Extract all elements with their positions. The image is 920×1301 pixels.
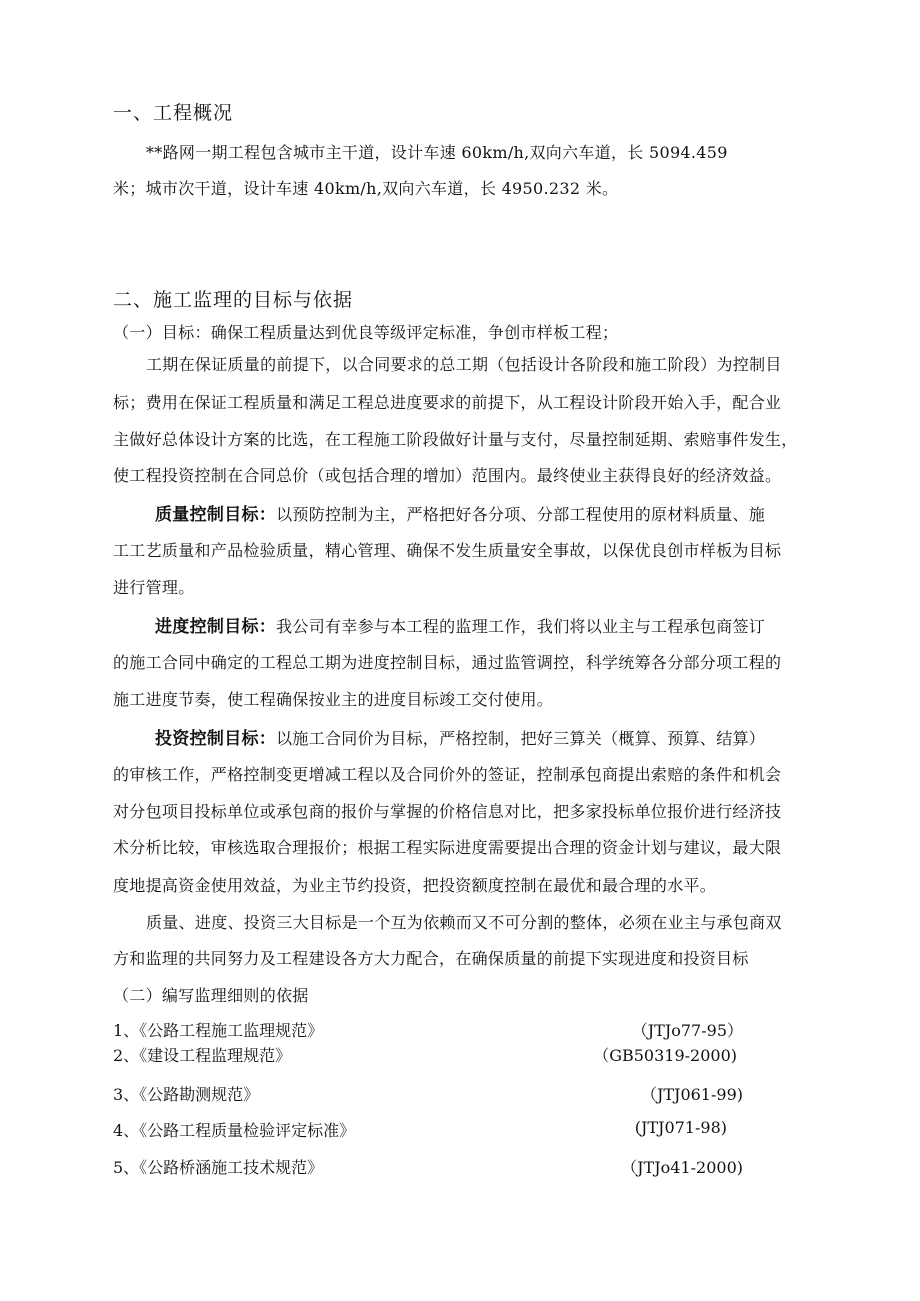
investment-goal-line-2: 的审核工作，严格控制变更增减工程以及合同价外的签证，控制承包商提出索赔的条件和机会 [113, 765, 782, 784]
reference-item [113, 1043, 743, 1066]
goals-subheading: （一）目标：确保工程质量达到优良等级评定标准，争创市样板工程； [113, 323, 619, 342]
investment-goal-text: 以施工合同价为目标，严格控制，把好三算关（概算、预算、结算） [276, 729, 766, 748]
goals-para-line-3: 主做好总体设计方案的比选，在工程施工阶段做好计量与支付，尽量控制延期、索赔事件发生， [113, 430, 798, 449]
quality-goal-line-1 [155, 500, 765, 525]
reference-title: 5、《公路桥涵施工技术规范》 [113, 1158, 324, 1177]
reference-item [113, 1118, 743, 1141]
goals-para-line-4: 使工程投资控制在合同总价（或包括合理的增加）范围内。最终使业主获得良好的经济效益。 [113, 466, 782, 485]
progress-goal-line-3: 施工进度节奏，使工程确保按业主的进度目标竣工交付使用。 [113, 690, 554, 709]
progress-goal-text: 我公司有幸参与本工程的监理工作，我们将以业主与工程承包商签订 [276, 617, 766, 636]
reference-title: 3、《公路勘测规范》 [113, 1085, 260, 1104]
reference-title: 2、《建设工程监理规范》 [113, 1046, 292, 1065]
summary-line-2: 方和监理的共同努力及工程建设各方大力配合，在确保质量的前提下实现进度和投资目标 [113, 949, 749, 968]
basis-subheading: （二）编写监理细则的依据 [113, 986, 309, 1005]
quality-goal-label: 质量控制目标： [155, 505, 277, 525]
section-heading-goals: 二、施工监理的目标与依据 [113, 289, 354, 311]
investment-goal-label: 投资控制目标： [155, 729, 277, 749]
progress-goal-line-1 [155, 612, 765, 637]
goals-para-line-1: 工期在保证质量的前提下，以合同要求的总工期（包括设计各阶段和施工阶段）为控制目 [146, 355, 782, 374]
progress-goal-label: 进度控制目标： [155, 617, 277, 637]
quality-goal-line-2: 工工艺质量和产品检验质量，精心管理、确保不发生质量安全事故，以保优良创市样板为目标 [113, 541, 782, 560]
reference-item [113, 1155, 743, 1178]
reference-title: 1、《公路工程施工监理规范》 [113, 1021, 324, 1040]
quality-goal-text: 以预防控制为主，严格把好各分项、分部工程使用的原材料质量、施 [276, 505, 766, 524]
quality-goal-line-3: 进行管理。 [113, 578, 195, 597]
overview-line-2: 米；城市次干道，设计车速 40km/h,双向六车道，长 4950.232 米。 [113, 179, 619, 198]
summary-line-1: 质量、进度、投资三大目标是一个互为依赖而又不可分割的整体，必须在业主与承包商双 [146, 913, 782, 932]
reference-code: （JTJo41-2000) [621, 1158, 743, 1177]
investment-goal-line-1 [155, 724, 765, 749]
goals-para-line-2: 标；费用在保证工程质量和满足工程总进度要求的前提下，从工程设计阶段开始入手，配合业 [113, 393, 782, 412]
investment-goal-line-3: 对分包项目投标单位或承包商的报价与掌握的价格信息对比，把多家投标单位报价进行经济技 [113, 802, 782, 821]
investment-goal-line-4: 术分析比较，审核选取合理报价；根据工程实际进度需要提出合理的资金计划与建议，最大限 [113, 838, 782, 857]
reference-code: （JTJ061-99) [640, 1085, 743, 1104]
reference-title: 4、《公路工程质量检验评定标准》 [113, 1121, 356, 1140]
section-heading-overview: 一、工程概况 [113, 102, 234, 124]
overview-line-1: **路网一期工程包含城市主干道，设计车速 60km/h,双向六车道，长 5094.459 [146, 143, 728, 162]
progress-goal-line-2: 的施工合同中确定的工程总工期为进度控制目标，通过监管调控，科学统筹各分部分项工程的 [113, 653, 782, 672]
reference-code: （GB50319-2000) [593, 1046, 737, 1065]
reference-code: （JTJo77-95） [631, 1021, 743, 1040]
reference-item [113, 1018, 743, 1041]
reference-code: (JTJ071-98) [634, 1118, 727, 1137]
investment-goal-line-5: 度地提高资金使用效益，为业主节约投资，把投资额度控制在最优和最合理的水平。 [113, 876, 717, 895]
reference-item [113, 1082, 743, 1105]
